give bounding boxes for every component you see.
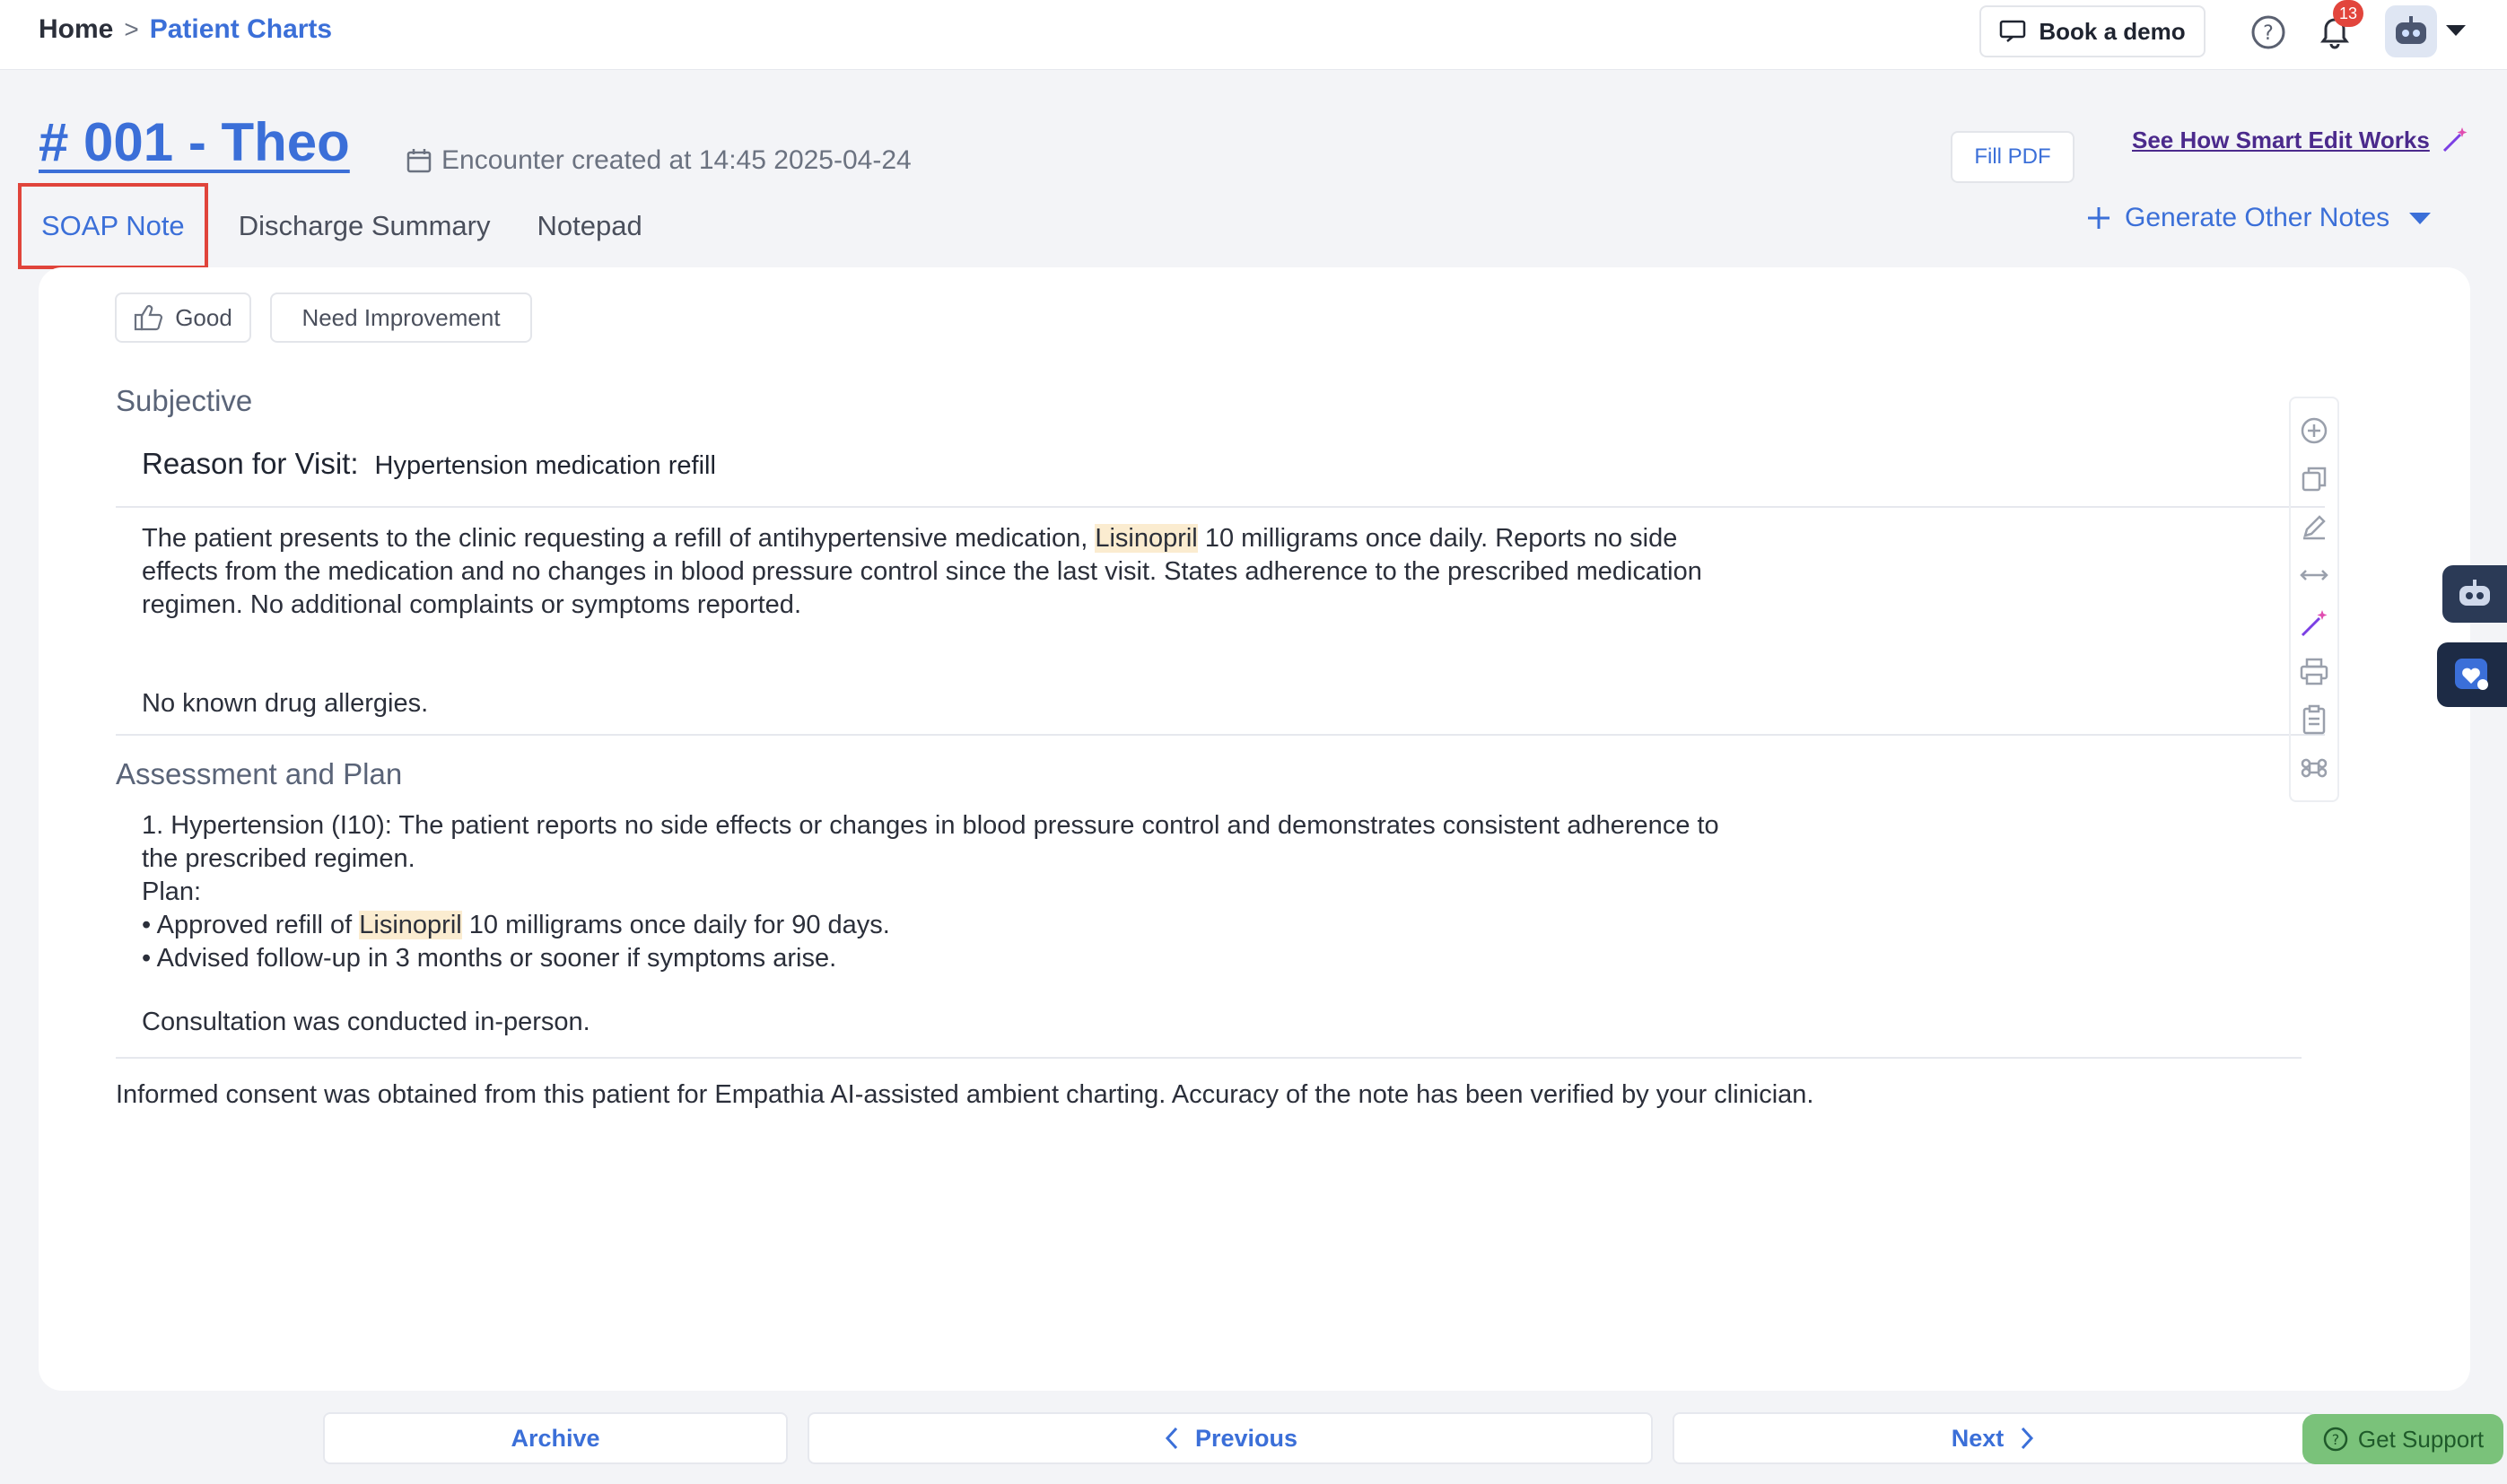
encounter-text: Encounter created at 14:45 2025-04-24 <box>441 145 912 175</box>
plus-icon <box>2085 205 2112 231</box>
previous-button[interactable] <box>808 1412 1653 1464</box>
divider <box>116 734 2325 736</box>
presentation-icon <box>1999 19 2026 44</box>
tab-notepad[interactable]: Notepad <box>537 210 642 241</box>
breadcrumb-separator: > <box>124 15 139 43</box>
add-icon[interactable] <box>2298 415 2330 447</box>
ap-consultation: Consultation was conducted in-person. <box>142 1008 590 1036</box>
help-icon[interactable] <box>2250 14 2286 50</box>
note-toolbar <box>2289 397 2339 802</box>
reason-label: Reason for Visit: <box>142 447 359 480</box>
book-demo-label: Book a demo <box>2039 17 2186 45</box>
clipboard-icon[interactable] <box>2298 703 2330 736</box>
feedback-improvement-button[interactable]: Need Improvement <box>270 292 532 343</box>
tab-soap-note[interactable]: SOAP Note <box>18 183 208 269</box>
print-icon[interactable] <box>2298 656 2330 688</box>
reason-value: Hypertension medication refill <box>374 451 716 480</box>
smart-edit-link[interactable] <box>2132 126 2469 154</box>
notification-badge: 13 <box>2333 0 2363 27</box>
divider <box>116 506 2325 508</box>
tab-discharge-summary[interactable]: Discharge Summary <box>238 210 491 241</box>
next-button[interactable] <box>1673 1412 2315 1464</box>
archive-button[interactable]: Archive <box>323 1412 788 1464</box>
chevron-down-icon <box>2409 213 2431 224</box>
medication-highlight: Lisinopril <box>359 911 462 939</box>
reason-for-visit[interactable] <box>142 447 716 481</box>
ap-bullet-1: • Approved refill of Lisinopril 10 milligrams once daily for 90 days. <box>142 911 890 939</box>
robot-avatar-icon <box>2392 15 2430 48</box>
magic-wand-icon[interactable] <box>2298 607 2330 640</box>
breadcrumb-home[interactable]: Home <box>39 14 114 44</box>
smart-edit-label: See How Smart Edit Works <box>2132 126 2430 153</box>
next-label: Next <box>1951 1424 2005 1452</box>
previous-label: Previous <box>1194 1424 1298 1452</box>
subjective-line-3: regimen. No additional complaints or symptoms reported. <box>142 590 801 619</box>
copy-icon[interactable] <box>2298 463 2330 495</box>
feedback-good-button[interactable] <box>115 292 251 343</box>
chevron-right-icon <box>2018 1426 2036 1451</box>
divider <box>116 1057 2302 1059</box>
ap-plan-label: Plan: <box>142 877 202 906</box>
magic-wand-icon <box>2441 126 2469 154</box>
ap-line-1: 1. Hypertension (I10): The patient reports no side effects or changes in blood pressure control and demonstrates consistent adherence to <box>142 811 1719 840</box>
subjective-paragraph[interactable] <box>142 522 1702 622</box>
breadcrumb <box>39 14 332 45</box>
edit-icon[interactable] <box>2298 511 2330 543</box>
svg-text:?: ? <box>2331 1431 2340 1448</box>
robot-icon <box>2457 579 2493 609</box>
subjective-line-2: effects from the medication and no changes in blood pressure control since the last visit. States adherence to the prescribed medication <box>142 557 1702 586</box>
footer-bar <box>0 1410 2507 1484</box>
subjective-heading: Subjective <box>116 384 253 417</box>
feedback-good-label: Good <box>175 303 232 331</box>
expand-width-icon[interactable] <box>2298 559 2330 591</box>
avatar[interactable] <box>2385 5 2437 57</box>
page-title[interactable]: # 001 - Theo <box>39 112 350 172</box>
note-card <box>39 267 2470 1391</box>
svg-text:?: ? <box>2263 22 2274 45</box>
assessment-plan-body[interactable] <box>142 809 1719 1039</box>
medication-highlight: Lisinopril <box>1095 524 1198 553</box>
command-icon[interactable] <box>2298 752 2330 784</box>
allergies-text[interactable]: No known drug allergies. <box>142 689 429 718</box>
health-widget-button[interactable] <box>2437 642 2507 707</box>
generate-other-notes-label: Generate Other Notes <box>2125 203 2390 232</box>
subjective-line-1: The patient presents to the clinic requesting a refill of antihypertensive medication, Lisinopril 10 milligrams once daily. Reports no side <box>142 524 1678 553</box>
get-support-button[interactable] <box>2302 1414 2503 1464</box>
top-bar <box>0 0 2507 70</box>
note-tabs <box>18 183 666 269</box>
assistant-robot-button[interactable] <box>2442 565 2507 623</box>
calendar-icon <box>406 147 432 174</box>
help-icon <box>2322 1426 2349 1453</box>
generate-other-notes-button[interactable] <box>2085 203 2431 233</box>
encounter-info <box>406 145 912 176</box>
consent-statement: Informed consent was obtained from this patient for Empathia AI-assisted ambient charting. Accuracy of the note has been verified by your clinician. <box>116 1080 1814 1109</box>
book-demo-button[interactable] <box>1979 5 2206 57</box>
fill-pdf-button[interactable]: Fill PDF <box>1951 131 2075 183</box>
heart-icon <box>2453 657 2491 693</box>
assessment-plan-heading: Assessment and Plan <box>116 757 403 790</box>
breadcrumb-patient-charts[interactable]: Patient Charts <box>149 14 333 44</box>
ap-line-2: the prescribed regimen. <box>142 844 415 873</box>
thumbs-up-icon <box>134 304 164 331</box>
get-support-label: Get Support <box>2357 1425 2485 1453</box>
chevron-left-icon <box>1163 1426 1181 1451</box>
ap-bullet-2: • Advised follow-up in 3 months or sooner if symptoms arise. <box>142 944 837 973</box>
account-menu-caret-icon[interactable] <box>2446 25 2466 36</box>
